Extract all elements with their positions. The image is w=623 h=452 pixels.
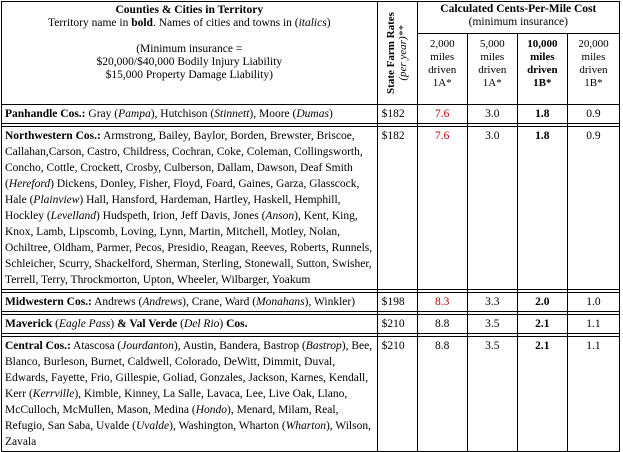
territory-cell: Northwestern Cos.: Armstrong, Bailey, Baylor, Borden, Brewster, Briscoe, Callahan,Carson, Castro, Childress, Cochran, Coke, Coleman, Collingsworth, Concho, Cottle, Crockett, Crosby, Culberson, Dallam, Dawson, Deaf Smith (Hereford) Dickens, Donley, Fisher, Floyd, Foard, Gaines, Garza, Glasscock, Hale (Plainview) Hall, Hansford, Hardeman, Hartley, Haskell, Hemphill, Hockley (Levelland) Hudspeth, Irion, Jeff Davis, Jones (Anson), Kent, King, Knox, Lamb, Lipscomb, Loving, Lynn, Martin, Mitchell, Motley, Nolan, Ochiltree, Oldham, Parmer, Pecos, Presidio, Reagan, Reeves, Roberts, Runnels, Schleicher, Scurry, Shackelford, Sherman, Sterling, Stonewall, Sutton, Swisher, Terrell, Terry, Throckmorton, Upton, Wheeler, Wilbarger, Yoakum [2,127,378,290]
table-row [2,127,620,290]
rate-cell: $182 [377,127,417,290]
cost-column-header-3: 10,000 miles driven 1B* [517,34,567,105]
cost-5000-cell: 3.3 [467,293,517,312]
cost-10000-cell: 2.1 [517,315,567,334]
cost-10000-cell: 1.8 [517,127,567,290]
cost-column-header-2: 5,000 miles driven 1A* [467,34,517,105]
territory-rates-table [1,1,620,452]
min-insurance-line2: $15,000 Property Damage Liability) [105,69,273,81]
cost-5000-cell: 3.0 [467,127,517,290]
rate-column-header [377,2,417,105]
cost-2000-cell: 8.3 [417,293,467,312]
cost-20000-cell: 1.0 [567,293,619,312]
territory-name: Central Cos.: [5,340,71,352]
cost-2000-cell: 8.8 [417,337,467,452]
cost-column-header-4: 20,000 miles driven 1B* [567,34,619,105]
cost-20000-cell: 1.1 [567,315,619,334]
cost-20000-cell: 0.9 [567,105,619,124]
cost-10000-cell: 1.8 [517,105,567,124]
table-row [2,293,620,312]
rate-column-title: State Farm Rates [385,12,398,94]
territory-header [2,2,378,105]
rate-cell: $182 [377,105,417,124]
rate-cell: $210 [377,315,417,334]
territory-cell: Maverick (Eagle Pass) & Val Verde (Del Rio) Cos. [2,315,378,334]
cost-header-title: Calculated Cents-Per-Mile Cost [440,3,597,15]
cost-header [417,2,619,34]
table-row [2,337,620,452]
cost-5000-cell: 3.5 [467,337,517,452]
cost-10000-cell: 2.1 [517,337,567,452]
cost-20000-cell: 0.9 [567,127,619,290]
territory-header-title: Counties & Cities in Territory [115,4,264,16]
cost-5000-cell: 3.5 [467,315,517,334]
territory-cell: Central Cos.: Atascosa (Jourdanton), Austin, Bandera, Bastrop (Bastrop), Bee, Blanco, Burleson, Burnet, Caldwell, Colorado, DeWitt, Dimmit, Duval, Edwards, Fayette, Frio, Gillespie, Goliad, Gonzales, Jackson, Karnes, Kendall, Kerr (Kerrville), Kimble, Kinney, La Salle, Lavaca, Lee, Live Oak, Llano, McCulloch, McMullen, Mason, Medina (Hondo), Menard, Milam, Real, Refugio, San Saba, Uvalde (Uvalde), Washington, Wharton (Wharton), Wilson, Zavala [2,337,378,452]
territory-cell: Midwestern Cos.: Andrews (Andrews), Crane, Ward (Monahans), Winkler) [2,293,378,312]
territory-name: Panhandle Cos.: [5,108,86,120]
territory-cell: Panhandle Cos.: Gray (Pampa), Hutchison (Stinnett), Moore (Dumas) [2,105,378,124]
rate-cell: $210 [377,337,417,452]
cost-5000-cell: 3.0 [467,105,517,124]
territory-name: Midwestern Cos.: [5,296,92,308]
cost-10000-cell: 2.0 [517,293,567,312]
rate-column-subtitle: (per year)** [397,25,410,81]
territory-name: Maverick [5,318,53,330]
cost-20000-cell: 1.1 [567,337,619,452]
territory-name: Northwestern Cos.: [5,130,101,142]
cost-2000-cell: 8.8 [417,315,467,334]
cost-header-subtitle: (minimum insurance) [468,16,568,28]
cost-column-header-1: 2,000 miles driven 1A* [417,34,467,105]
min-insurance-label: (Minimum insurance = [136,43,243,55]
min-insurance-line1: $20,000/$40,000 Bodily Injury Liability [96,56,283,68]
table-row [2,105,620,124]
table-row [2,315,620,334]
cost-2000-cell: 7.6 [417,105,467,124]
rate-cell: $198 [377,293,417,312]
territory-header-subtitle: Territory name in bold. Names of cities and towns in (italics) [48,17,331,29]
cost-2000-cell: 7.6 [417,127,467,290]
